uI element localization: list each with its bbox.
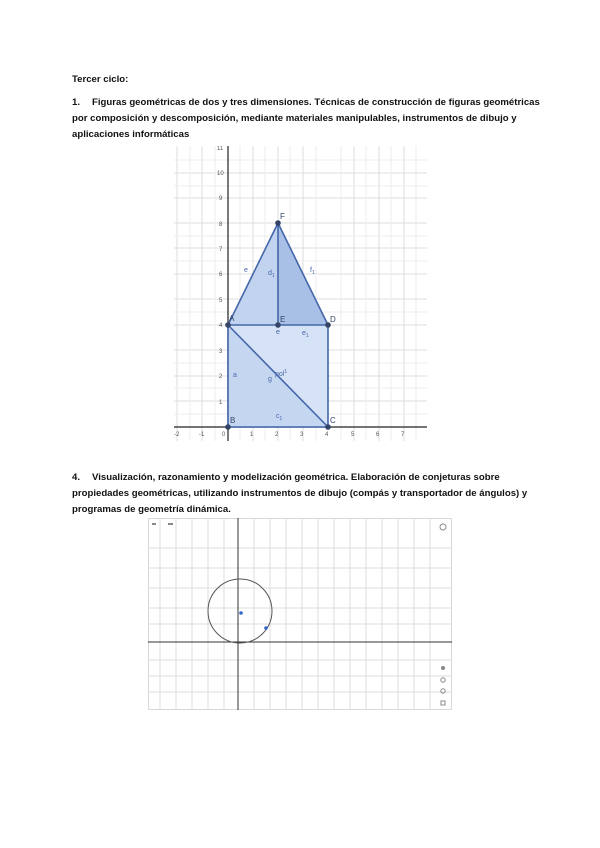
label-a: A	[229, 314, 235, 323]
x-tick: -1	[199, 432, 205, 438]
y-tick: 9	[219, 196, 223, 202]
figure-2-svg	[148, 518, 452, 710]
section-1-text: Figuras geométricas de dos y tres dimensiones. Técnicas de construcción de figuras geométricas por composición y descomposición, mediante materiales manipulables, instrumentos de dibujo y aplicaciones informáticas	[72, 97, 540, 140]
x-tick: 3	[300, 432, 304, 438]
toolbar-icon	[168, 523, 173, 525]
home-icon	[441, 666, 445, 670]
label-d1: $d_1$	[268, 270, 275, 279]
y-tick: 2	[219, 374, 223, 380]
y-tick: 3	[219, 349, 223, 355]
label-pol: pol$^1$	[275, 369, 288, 378]
y-tick: 4	[219, 323, 223, 329]
point-a	[225, 322, 231, 328]
y-tick: 11	[217, 146, 224, 152]
section-4-text: Visualización, razonamiento y modelización geométrica. Elaboración de conjeturas sobre propiedades geométricas, utilizando instrumentos de dibujo (compás y transportador de ángulos) y programas de geometría dinámica.	[72, 472, 528, 515]
label-e-side: e	[244, 267, 248, 274]
x-tick: 1	[250, 432, 254, 438]
circle-edge-point	[264, 626, 268, 630]
geometry-figure-2	[148, 518, 452, 710]
section-1	[72, 95, 542, 143]
label-c1: $c_1$	[276, 413, 283, 422]
y-tick: 1	[219, 400, 223, 406]
label-e1: $e_1$	[302, 330, 309, 339]
label-b: B	[230, 416, 236, 425]
x-tick: 6	[376, 432, 380, 438]
section-4-number: 4.	[72, 472, 81, 483]
x-tick: -2	[174, 432, 180, 438]
y-tick: 7	[219, 247, 223, 253]
label-c: C	[330, 416, 336, 425]
label-g: g	[268, 376, 272, 383]
y-tick: 10	[217, 171, 224, 177]
point-f	[275, 220, 281, 226]
y-tick: 6	[219, 272, 223, 278]
geometry-figure-1	[174, 146, 427, 441]
circle-center-point	[239, 611, 243, 615]
label-d: D	[330, 315, 336, 324]
section-heading: Tercer ciclo:	[72, 74, 129, 85]
menu-icon	[152, 523, 156, 525]
section-4	[72, 470, 542, 518]
x-tick: 5	[351, 432, 355, 438]
label-f: F	[280, 212, 285, 221]
x-tick: 2	[275, 432, 279, 438]
label-f1: $f_1$	[310, 267, 315, 276]
point-c	[325, 424, 331, 430]
label-e-point: e	[276, 329, 280, 336]
y-tick: 8	[219, 222, 223, 228]
x-tick: 0	[222, 432, 226, 438]
label-e: E	[280, 315, 286, 324]
x-tick: 4	[325, 432, 329, 438]
x-tick: 7	[401, 432, 405, 438]
point-b	[225, 424, 231, 430]
label-a-side: a	[233, 372, 237, 379]
y-tick: 5	[219, 298, 223, 304]
figure-1-svg	[174, 146, 427, 441]
section-1-number: 1.	[72, 97, 81, 108]
